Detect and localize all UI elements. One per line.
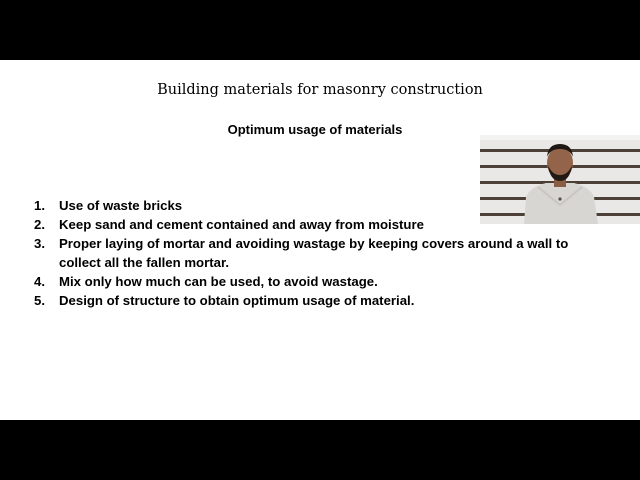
letterbox-bottom bbox=[0, 420, 640, 480]
presentation-slide bbox=[0, 60, 640, 420]
list-item-number: 1. bbox=[34, 198, 45, 213]
list-item-number: 5. bbox=[34, 293, 45, 308]
list-item-number: 3. bbox=[34, 236, 45, 251]
course-title: Building materials for masonry construction bbox=[157, 82, 483, 98]
list-item-text: Use of waste bricks bbox=[59, 198, 183, 213]
list-item-text: Design of structure to obtain optimum usage of material. bbox=[59, 293, 415, 308]
list-item-number: 4. bbox=[34, 274, 45, 289]
list-item-text: Mix only how much can be used, to avoid wastage. bbox=[59, 274, 378, 289]
list-item bbox=[34, 291, 604, 310]
list-item bbox=[34, 272, 604, 291]
letterbox-top bbox=[0, 0, 640, 60]
slide-title: Optimum usage of materials bbox=[227, 122, 403, 137]
list-item-number: 2. bbox=[34, 217, 45, 232]
presenter-video-frame bbox=[480, 135, 640, 224]
list-item-text: Proper laying of mortar and avoiding wastage by keeping covers around a wall to collect all the fallen mortar. bbox=[59, 236, 569, 270]
list-item-text: Keep sand and cement contained and away from moisture bbox=[59, 217, 424, 232]
list-item bbox=[34, 234, 604, 272]
presenter-webcam bbox=[480, 135, 640, 224]
